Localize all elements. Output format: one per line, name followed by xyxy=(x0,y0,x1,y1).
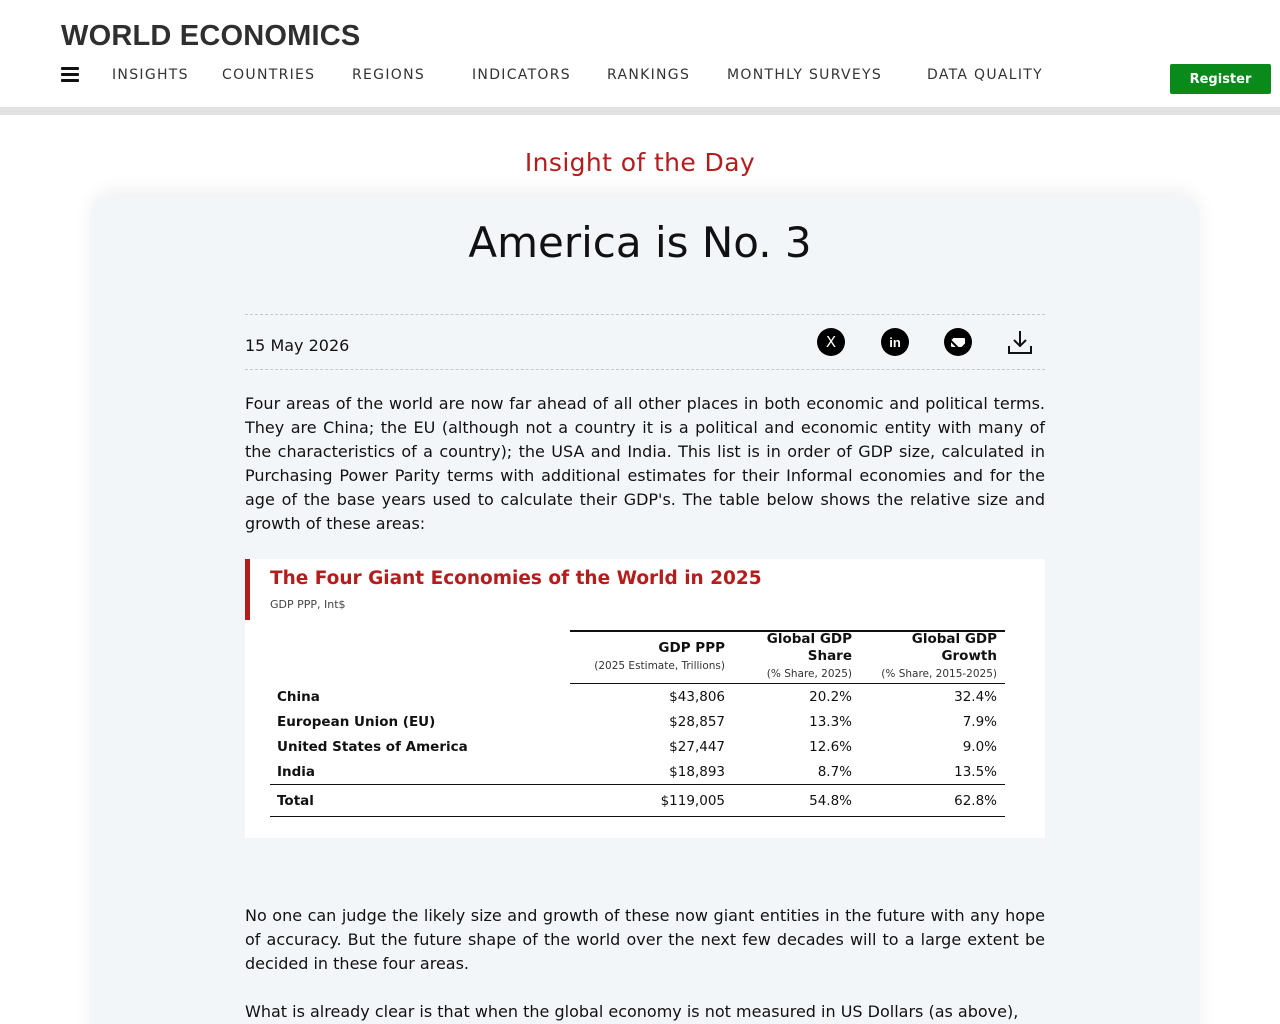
col-subheader-growth: (% Share, 2015-2025) xyxy=(881,668,997,680)
row-name-india: India xyxy=(277,764,316,780)
header-divider xyxy=(0,107,1280,115)
col-header-gdp: GDP PPP xyxy=(658,640,725,656)
x-icon[interactable]: X xyxy=(817,328,845,356)
data-table-card xyxy=(245,559,1045,838)
row-share-usa: 12.6% xyxy=(809,739,852,755)
nav-countries[interactable]: COUNTRIES xyxy=(222,67,316,83)
row-gdp-usa: $27,447 xyxy=(669,739,725,755)
col-subheader-gdp: (2025 Estimate, Trillions) xyxy=(594,660,725,672)
article-date: 15 May 2026 xyxy=(245,336,350,355)
row-gdp-india: $18,893 xyxy=(669,764,725,780)
table-total-rule xyxy=(270,784,1005,785)
table-title: The Four Giant Economies of the World in 2025 xyxy=(270,568,762,589)
row-share-china: 20.2% xyxy=(809,689,852,705)
row-growth-eu: 7.9% xyxy=(962,714,997,730)
row-name-total: Total xyxy=(277,793,314,809)
nav-data-quality[interactable]: DATA QUALITY xyxy=(927,67,1043,83)
insight-kicker: Insight of the Day xyxy=(524,148,756,177)
row-gdp-eu: $28,857 xyxy=(669,714,725,730)
row-share-total: 54.8% xyxy=(809,793,852,809)
row-name-eu: European Union (EU) xyxy=(277,714,436,730)
row-growth-usa: 9.0% xyxy=(962,739,997,755)
row-gdp-total: $119,005 xyxy=(660,793,725,809)
nav-regions[interactable]: REGIONS xyxy=(352,67,426,83)
col-header-share-line1: Global GDP xyxy=(766,631,852,647)
article-title: America is No. 3 xyxy=(468,218,812,267)
row-name-china: China xyxy=(277,689,320,705)
col-header-share-line2: Share xyxy=(807,648,852,664)
col-subheader-share: (% Share, 2025) xyxy=(766,668,852,680)
row-name-usa: United States of America xyxy=(277,739,468,755)
register-button[interactable]: Register xyxy=(1170,64,1271,94)
nav-insights[interactable]: INSIGHTS xyxy=(112,67,189,83)
linkedin-icon[interactable]: in xyxy=(881,328,909,356)
row-growth-india: 13.5% xyxy=(954,764,997,780)
article-meta-bar xyxy=(245,314,1045,370)
row-gdp-china: $43,806 xyxy=(669,689,725,705)
site-logo[interactable]: WORLD ECONOMICS xyxy=(61,20,361,52)
col-header-growth-line2: Growth xyxy=(941,648,997,664)
table-accent-bar xyxy=(245,559,250,620)
row-share-eu: 13.3% xyxy=(809,714,852,730)
article-paragraph: No one can judge the likely size and growth of these now giant entities in the future with any hope of accuracy. But the future shape of the world over the next few decades will to a large extent be decided in these four areas. xyxy=(245,906,1045,973)
hamburger-menu-icon[interactable] xyxy=(61,67,79,82)
table-bottom-rule xyxy=(270,816,1005,817)
mail-icon[interactable] xyxy=(944,328,972,356)
nav-rankings[interactable]: RANKINGS xyxy=(607,67,691,83)
row-growth-total: 62.8% xyxy=(954,793,997,809)
download-icon[interactable] xyxy=(1007,328,1033,356)
row-growth-china: 32.4% xyxy=(954,689,997,705)
article-paragraph: What is already clear is that when the global economy is not measured in US Dollars (as above), xyxy=(245,1002,1019,1021)
table-header-bottom-rule xyxy=(570,683,1005,684)
col-header-growth-line1: Global GDP xyxy=(911,631,997,647)
table-subtitle: GDP PPP, Int$ xyxy=(270,598,346,611)
nav-indicators[interactable]: INDICATORS xyxy=(472,67,571,83)
site-header xyxy=(0,0,1280,107)
nav-monthly-surveys[interactable]: MONTHLY SURVEYS xyxy=(727,67,883,83)
row-share-india: 8.7% xyxy=(817,764,852,780)
article-paragraph: Four areas of the world are now far ahead of all other places in both economic and political terms. They are China; the EU (although not a country it is a political and economic entity with many of the characteristics of a country); the USA and India. This list is in order of GDP size, calculated in Purchasing Power Parity terms with additional estimates for their Informal economies and for the age of the base years used to calculate their GDP's. The table below shows the relative size and growth of these areas: xyxy=(245,394,1045,533)
